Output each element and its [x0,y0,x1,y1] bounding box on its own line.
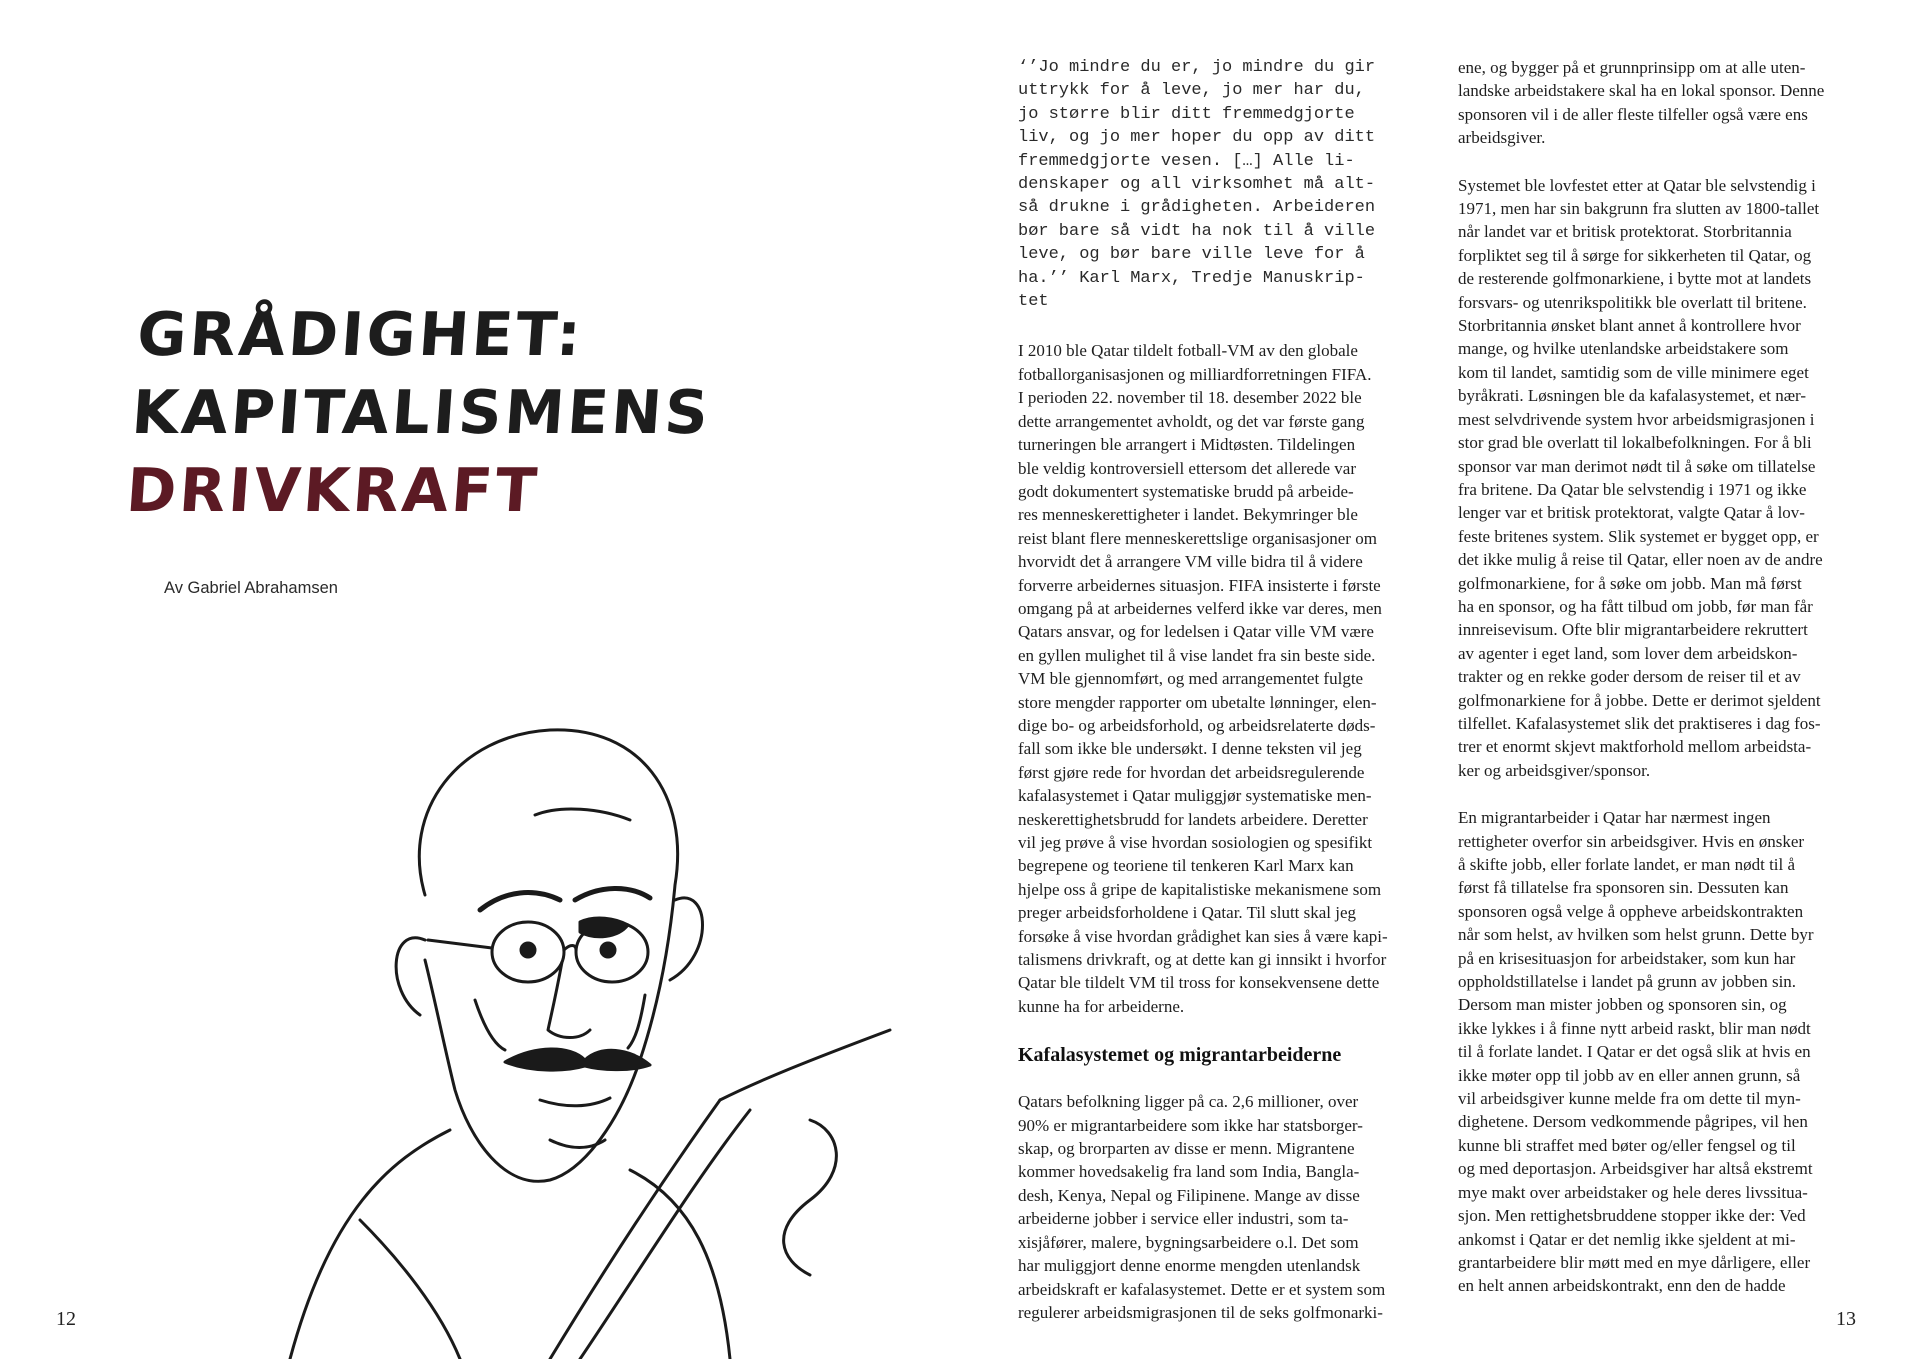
right-page [960,0,1920,1359]
title-line-2: KAPITALISMENS [129,378,714,448]
title-line-3: DRIVKRAFT [124,456,542,526]
article-title [124,296,719,530]
marx-quote: ‘’Jo mindre du er, jo mindre du gir uttrykk for å leve, jo mer har du, jo større blir ditt fremmedgjorte liv, og jo mer hoper du opp av ditt fremmedgjorte vesen. […] Alle li- denskaper og all virksomhet må alt- så drukne i grådigheten. Arbeideren bør bare så vidt ha nok til å ville leve, og bør bare ville leve for å ha.’’ Karl Marx, Tredje Manuskrip- tet [1018,58,1376,312]
karl-marx-illustration [250,700,910,1359]
col2-paragraph-2: Systemet ble lovfestet etter at Qatar ble selvstendig i 1971, men har sin bakgrunn fra slutten av 1800-tallet når landet var et britisk protektorat. Storbritannia forpliktet seg til å sørge for sikkerheten til Qatar, og de resterende golfmonarkiene, i bytte mot at landets forsvars- og utenrikspolitikk ble overlatt til britene. Storbritannia ønsket blant annet å kontrollere hvor mange, og hvilke utenlandske arbeidstakere som kom til landet, samtidig som de ville minimere eget byråkrati. Løsningen ble da kafalasystemet, et nær- mest selvdrivende system hvor arbeidsmigrasjonen i stor grad ble overlatt til lokalbefolkningen. For å bli sponsor var man derimot nødt til å søke om tillatelse fra britene. Da Qatar ble selvstendig i 1971 og ikke lenger var et britisk protektorat, valgte Qatar å lov- feste britenes system. Slik systemet er bygget opp, er det ikke mulig å reise til Qatar, eller noen av de andre golfmonarkiene, for å søke om jobb. Man må først ha en sponsor, og ha fått tilbud om jobb, før man får innreisevisum. Ofte blir migrantarbeidere rekruttert av agenter i eget land, som lover dem arbeidskon- trakter og en rekke goder dersom de reiser til et av golfmonarkiene for å jobbe. Dette er derimot sjeldent tilfellet. Kafalasystemet slik det praktiseres i dag fos- trer et enormt skjevt maktforhold mellom arbeidsta- ker og arbeidsgiver/sponsor. [1458,175,1823,780]
title-line-1: GRÅDIGHET: [135,300,587,370]
page-number-left: 12 [56,1308,76,1330]
byline: Av Gabriel Abrahamsen [164,579,338,597]
text-column-1 [1018,56,1438,1348]
section-heading: Kafalasystemet og migrantarbeiderne [1018,1044,1342,1067]
text-column-2 [1458,56,1868,1322]
col2-paragraph-1: ene, og bygger på et grunnprinsipp om at alle uten- landske arbeidstakere skal ha en lokal sponsor. Denne sponsoren vil i de aller fleste tilfeller også være ens arbeidsgiver. [1458,58,1825,148]
col2-paragraph-3: En migrantarbeider i Qatar har nærmest ingen rettigheter overfor sin arbeidsgiver. Hvis en ønsker å skifte jobb, eller forlate landet, er man nødt til å først få tillatelse fra sponsoren sin. Dessuten kan sponsoren også velge å oppheve arbeidskontrakten når som helst, av hvilken som helst grunn. Dette byr på en krisesituasjon for arbeidstaker, som kun har oppholdstillatelse i landet på grunn av jobben sin. Dersom man mister jobben og sponsoren sin, og ikke lykkes i å finne nytt arbeid raskt, blir man nødt til å forlate landet. I Qatar er det også slik at hvis en ikke møter opp til jobb av en eller annen grunn, så vil arbeidsgiver kunne melde fra om dette til myn- dighetene. Dersom vedkommende pågripes, vil hen kunne bli straffet med bøter og/eller fengsel og til og med deportasjon. Arbeidsgiver har altså ekstremt mye makt over arbeidstaker og hele deres livssitua- sjon. Men rettighetsbruddene stopper ikke der: Ved ankomst i Qatar er det nemlig ikke sjeldent at mi- grantarbeidere blir møtt med en mye dårligere, eller en helt annen arbeidskontrakt, enn den de hadde [1458,808,1814,1296]
intro-paragraph: I 2010 ble Qatar tildelt fotball-VM av den globale fotballorganisasjonen og milliardforretningen FIFA. I perioden 22. november til 18. desember 2022 ble dette arrangementet avholdt, og det var første gang turneringen ble arrangert i Midtøsten. Tildelingen ble veldig kontroversiell ettersom det allerede var godt dokumentert systematiske brudd på arbeide- res menneskerettigheter i landet. Bekymringer ble reist blant flere menneskerettslige organisasjoner om hvorvidt det å arrangere VM ville bidra til å videre forverre arbeidernes situasjon. FIFA insisterte i første omgang på at arbeidernes velferd ikke var deres, men Qatars ansvar, og for ledelsen i Qatar ville VM være en gyllen mulighet til å vise landet fra sin beste side. VM ble gjennomført, og med arrangementet fulgte store mengder rapporter om ubetalte lønninger, elen- dige bo- og arbeidsforhold, og arbeidsrelaterte døds- fall som ikke ble undersøkt. I denne teksten vil jeg først gjøre rede for hvordan det arbeidsregulerende kafalasystemet i Qatar muliggjør systematiske men- neskerettighetsbrudd for landets arbeidere. Deretter vil jeg prøve å vise hvordan sosiologien og spesifikt begrepene og teoriene til tenkeren Karl Marx kan hjelpe oss å gripe de kapitalistiske mekanismene som preger arbeidsforholdene i Qatar. Til slutt skal jeg forsøke å vise hvordan grådighet kan sies å være kapi- talismens drivkraft, og at dette kan gi innsikt i hvorfor Qatar ble tildelt VM til tross for konsekvensene dette kunne ha for arbeiderne. [1018,341,1388,1016]
page-number-right: 13 [1836,1308,1856,1330]
section-paragraph: Qatars befolkning ligger på ca. 2,6 millioner, over 90% er migrantarbeidere som ikke har statsborger- skap, og brorparten av disse er menn. Migrantene kommer hovedsakelig fra land som India, Bangla- desh, Kenya, Nepal og Filipinene. Mange av disse arbeiderne jobber i service eller industri, som ta- xisjåfører, malere, bygningsarbeidere o.l. Det som har muliggjort denne enorme mengden utenlandsk arbeidskraft er kafalasystemet. Dette er et system som regulerer arbeidsmigrasjonen til de seks golfmonarki- [1018,1092,1386,1322]
